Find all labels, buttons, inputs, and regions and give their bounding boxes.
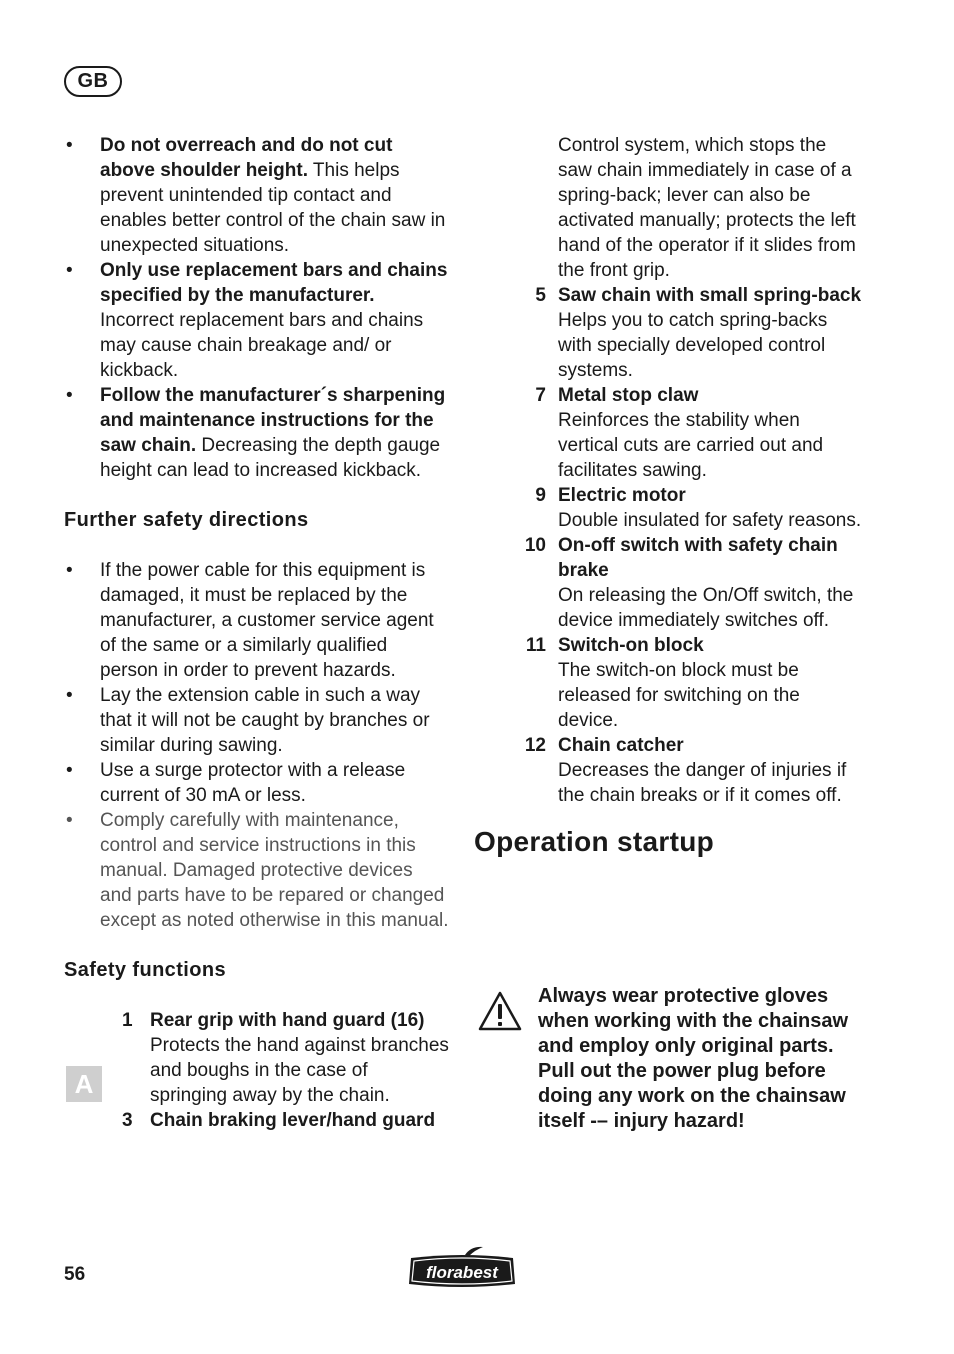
- logo-text: florabest: [426, 1263, 498, 1282]
- figure-a-label: A: [66, 1066, 102, 1102]
- further-safety-bullets: [64, 558, 449, 933]
- feature-description: Protects the hand against branches and boughs in the case of springing away by the chain.: [150, 1035, 449, 1106]
- feature-item: [474, 483, 864, 533]
- feature-number: 7: [535, 385, 546, 406]
- bullet-text: Incorrect replacement bars and chains may cause chain breakage and/ or kickback.: [100, 310, 424, 381]
- feature-description: Reinforces the stability when vertical cuts are carried out and facilitates sawing.: [558, 410, 824, 481]
- feature-title: Chain catcher: [558, 735, 684, 756]
- feature-item: [474, 283, 864, 383]
- safety-functions-heading: Safety functions: [64, 959, 226, 981]
- feature-title: Chain braking lever/hand guard: [150, 1110, 436, 1131]
- feature-title: Electric motor: [558, 485, 686, 506]
- safety-features-list: [64, 1008, 449, 1133]
- feature-number: 11: [525, 635, 546, 656]
- feature-item: [122, 1108, 449, 1133]
- feature-title: Rear grip with hand guard (16): [150, 1010, 425, 1031]
- right-column: [474, 133, 864, 858]
- feature-number: 9: [535, 485, 546, 506]
- bullet-bold: Follow the manufacturer´s sharpening and maintenance instructions for the saw chain.: [100, 385, 446, 456]
- feature-number: 1: [122, 1010, 133, 1031]
- feature-description: On releasing the On/Off switch, the device immediately switches off.: [558, 585, 854, 631]
- florabest-logo: [405, 1244, 519, 1290]
- list-item: [64, 383, 449, 483]
- list-item: [64, 133, 449, 258]
- list-item: • If the power cable for this equipment is damaged, it must be replaced by the manufacturer, a customer service agent of the same or a similarly qualified person in order to prevent hazards.: [64, 558, 449, 683]
- bullet-bold: Only use replacement bars and chains specified by the manufacturer.: [100, 260, 448, 306]
- continued-description: Control system, which stops the saw chain immediately in case of a spring-back; lever can also be activated manually; protects the left hand of the operator if it slides from the front grip.: [558, 135, 856, 281]
- feature-number: 12: [524, 735, 546, 756]
- page-number: 56: [64, 1264, 86, 1285]
- feature-title: Saw chain with small spring-back: [558, 285, 862, 306]
- feature-title: Switch-on block: [558, 635, 704, 656]
- warning-triangle-icon: [477, 990, 523, 1032]
- list-item: • Lay the extension cable in such a way that it will not be caught by branches or similar during sawing.: [64, 683, 449, 758]
- features-list-right: [474, 283, 864, 808]
- feature-number: 5: [535, 285, 546, 306]
- bullet-text: This helps prevent unintended tip contact and enables better control of the chain saw in unexpected situations.: [100, 160, 446, 256]
- feature-description: Double insulated for safety reasons.: [558, 510, 862, 531]
- feature-description: Helps you to catch spring-backs with specially developed control systems.: [558, 310, 828, 381]
- feature-number: 3: [122, 1110, 133, 1131]
- left-column: [64, 133, 449, 1133]
- language-badge: GB: [64, 66, 122, 97]
- feature-description: The switch-on block must be released for switching on the device.: [558, 660, 800, 731]
- list-item: [64, 258, 449, 383]
- feature-description: Decreases the danger of injuries if the chain breaks or if it comes off.: [558, 760, 847, 806]
- feature-item: [474, 383, 864, 483]
- feature-item: [474, 533, 864, 633]
- list-item: • Comply carefully with maintenance, control and service instructions in this manual. Damaged protective devices and parts have to be repared or changed except as noted otherwise in this manual.: [64, 808, 449, 933]
- operation-startup-heading: Operation startup: [474, 826, 715, 857]
- feature-item: [474, 633, 864, 733]
- bullet-text: Decreasing the depth gauge height can lead to increased kickback.: [100, 435, 441, 481]
- feature-number: 10: [524, 535, 546, 556]
- bullet-bold: Do not overreach and do not cut above shoulder height.: [100, 135, 393, 181]
- feature-title: On-off switch with safety chain brake: [558, 535, 838, 581]
- warning-text: Always wear protective gloves when working with the chainsaw and employ only original parts. Pull out the power plug before doing any work on the chainsaw itself -– injury hazard!: [538, 985, 849, 1132]
- further-safety-heading: Further safety directions: [64, 509, 309, 531]
- safety-bullets-top: [64, 133, 449, 483]
- feature-item: [474, 733, 864, 808]
- feature-title: Metal stop claw: [558, 385, 699, 406]
- list-item: • Use a surge protector with a release current of 30 mA or less.: [64, 758, 449, 808]
- feature-item: [122, 1008, 449, 1108]
